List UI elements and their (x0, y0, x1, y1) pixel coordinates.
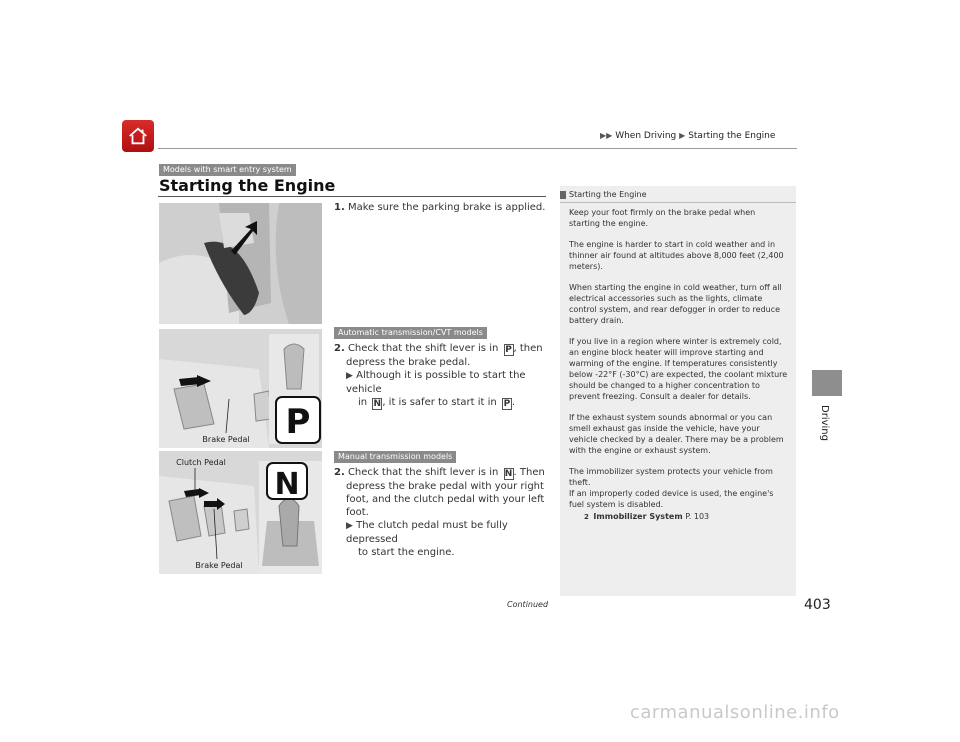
section-tag: Models with smart entry system (159, 164, 296, 176)
brake-pedal-label: Brake Pedal (202, 435, 250, 444)
home-button[interactable] (122, 120, 154, 152)
step-2-text-cont: , then (513, 343, 543, 354)
step-2-automatic (334, 342, 548, 410)
step-2-note: Although it is possible to start the vehicle (346, 370, 526, 395)
step-2-manual-line4: foot. (346, 507, 369, 518)
sidebar-title-text: Starting the Engine (569, 190, 647, 199)
note-arrow-icon: ▶ (346, 521, 353, 531)
shift-position-n-icon: N (274, 467, 300, 502)
step-2-note-cont2: , it is safer to start it in (382, 397, 497, 408)
breadcrumb-current: Starting the Engine (688, 131, 776, 141)
reference-icon: 2 (584, 513, 589, 521)
step-1-number: 1. (334, 202, 345, 213)
reference-title: Immobilizer System (593, 512, 683, 521)
watermark: carmanualsonline.info (630, 702, 840, 723)
key-p-icon: P (503, 399, 511, 409)
step-2-manual-line2: depress the brake pedal with your right (346, 481, 544, 492)
reference-page: P. 103 (685, 512, 710, 521)
breadcrumb (600, 131, 775, 141)
step-1 (334, 201, 548, 214)
breadcrumb-arrow-icon: ▶ (679, 131, 686, 140)
sidebar-paragraph-6: The immobilizer system protects your vehicle from theft. (569, 467, 773, 487)
continued-label: Continued (507, 600, 549, 609)
notes-sidebar (560, 186, 796, 596)
step-2-manual-note-cont: to start the engine. (358, 547, 455, 558)
breadcrumb-arrow-icon: ▶▶ (600, 131, 613, 140)
brake-pedal-figure (159, 329, 322, 448)
header-divider (158, 148, 797, 149)
step-2-text: Check that the shift lever is in (347, 343, 499, 354)
sidebar-paragraph-3: When starting the engine in cold weather, turn off all electrical accessories such as the lights, climate control system, and rear defogger in order to reduce battery drain. (569, 283, 782, 325)
manual-transmission-tag: Manual transmission models (334, 451, 456, 463)
brake-pedal-label-2: Brake Pedal (195, 561, 243, 570)
sidebar-paragraph-1: Keep your foot firmly on the brake pedal when starting the engine. (569, 208, 756, 228)
step-2-text-line2: depress the brake pedal. (346, 357, 471, 368)
sidebar-paragraph-2: The engine is harder to start in cold weather and in thinner air found at altitudes above 8,000 feet (2,400 meters). (569, 240, 784, 271)
step-2-note-cont: in (358, 397, 368, 408)
note-arrow-icon: ▶ (346, 371, 353, 381)
parking-brake-figure (159, 203, 322, 324)
note-marker-icon (560, 191, 566, 199)
home-icon (127, 125, 149, 147)
sidebar-title (560, 189, 788, 200)
breadcrumb-link-when-driving[interactable]: When Driving (615, 131, 677, 141)
key-p-icon: P (505, 345, 512, 355)
step-2-manual-text: Check that the shift lever is in (347, 467, 499, 478)
immobilizer-reference-link[interactable] (569, 511, 788, 523)
step-1-text: Make sure the parking brake is applied. (347, 202, 546, 213)
clutch-brake-pedal-figure (159, 451, 322, 574)
step-2-manual (334, 466, 548, 559)
sidebar-paragraph-5: If the exhaust system sounds abnormal or you can smell exhaust gas inside the vehicle, have your vehicle checked by a dealer. There may be a problem with the engine or exhaust system. (569, 413, 784, 455)
title-divider (158, 196, 546, 197)
shift-position-p-icon: P (285, 402, 311, 442)
page-title: Starting the Engine (159, 176, 336, 195)
step-2-manual-number: 2. (334, 467, 345, 478)
key-n-icon: N (504, 469, 513, 479)
page-number: 403 (804, 597, 831, 613)
step-2-note-end: . (511, 397, 516, 408)
automatic-transmission-tag: Automatic transmission/CVT models (334, 327, 487, 339)
sidebar-divider (560, 202, 796, 203)
chapter-label: Driving (819, 405, 830, 441)
chapter-tab[interactable] (812, 370, 842, 396)
step-2-manual-note: The clutch pedal must be fully depressed (346, 520, 508, 545)
clutch-pedal-label: Clutch Pedal (176, 458, 226, 467)
step-2-manual-line3: foot, and the clutch pedal with your left (346, 494, 545, 505)
sidebar-paragraph-7: If an improperly coded device is used, the engine's fuel system is disabled. (569, 489, 774, 509)
step-2-manual-text-cont: . Then (513, 467, 545, 478)
sidebar-paragraph-4: If you live in a region where winter is extremely cold, an engine block heater will improve starting and warming of the engine. If temperatures consistently below -22°F (-30°C) are expected, the coolant mixture should be changed to a higher concentration to prevent freezing. Consult a dealer for details. (569, 337, 788, 401)
step-2-number: 2. (334, 343, 345, 354)
key-n-icon: N (373, 399, 382, 409)
